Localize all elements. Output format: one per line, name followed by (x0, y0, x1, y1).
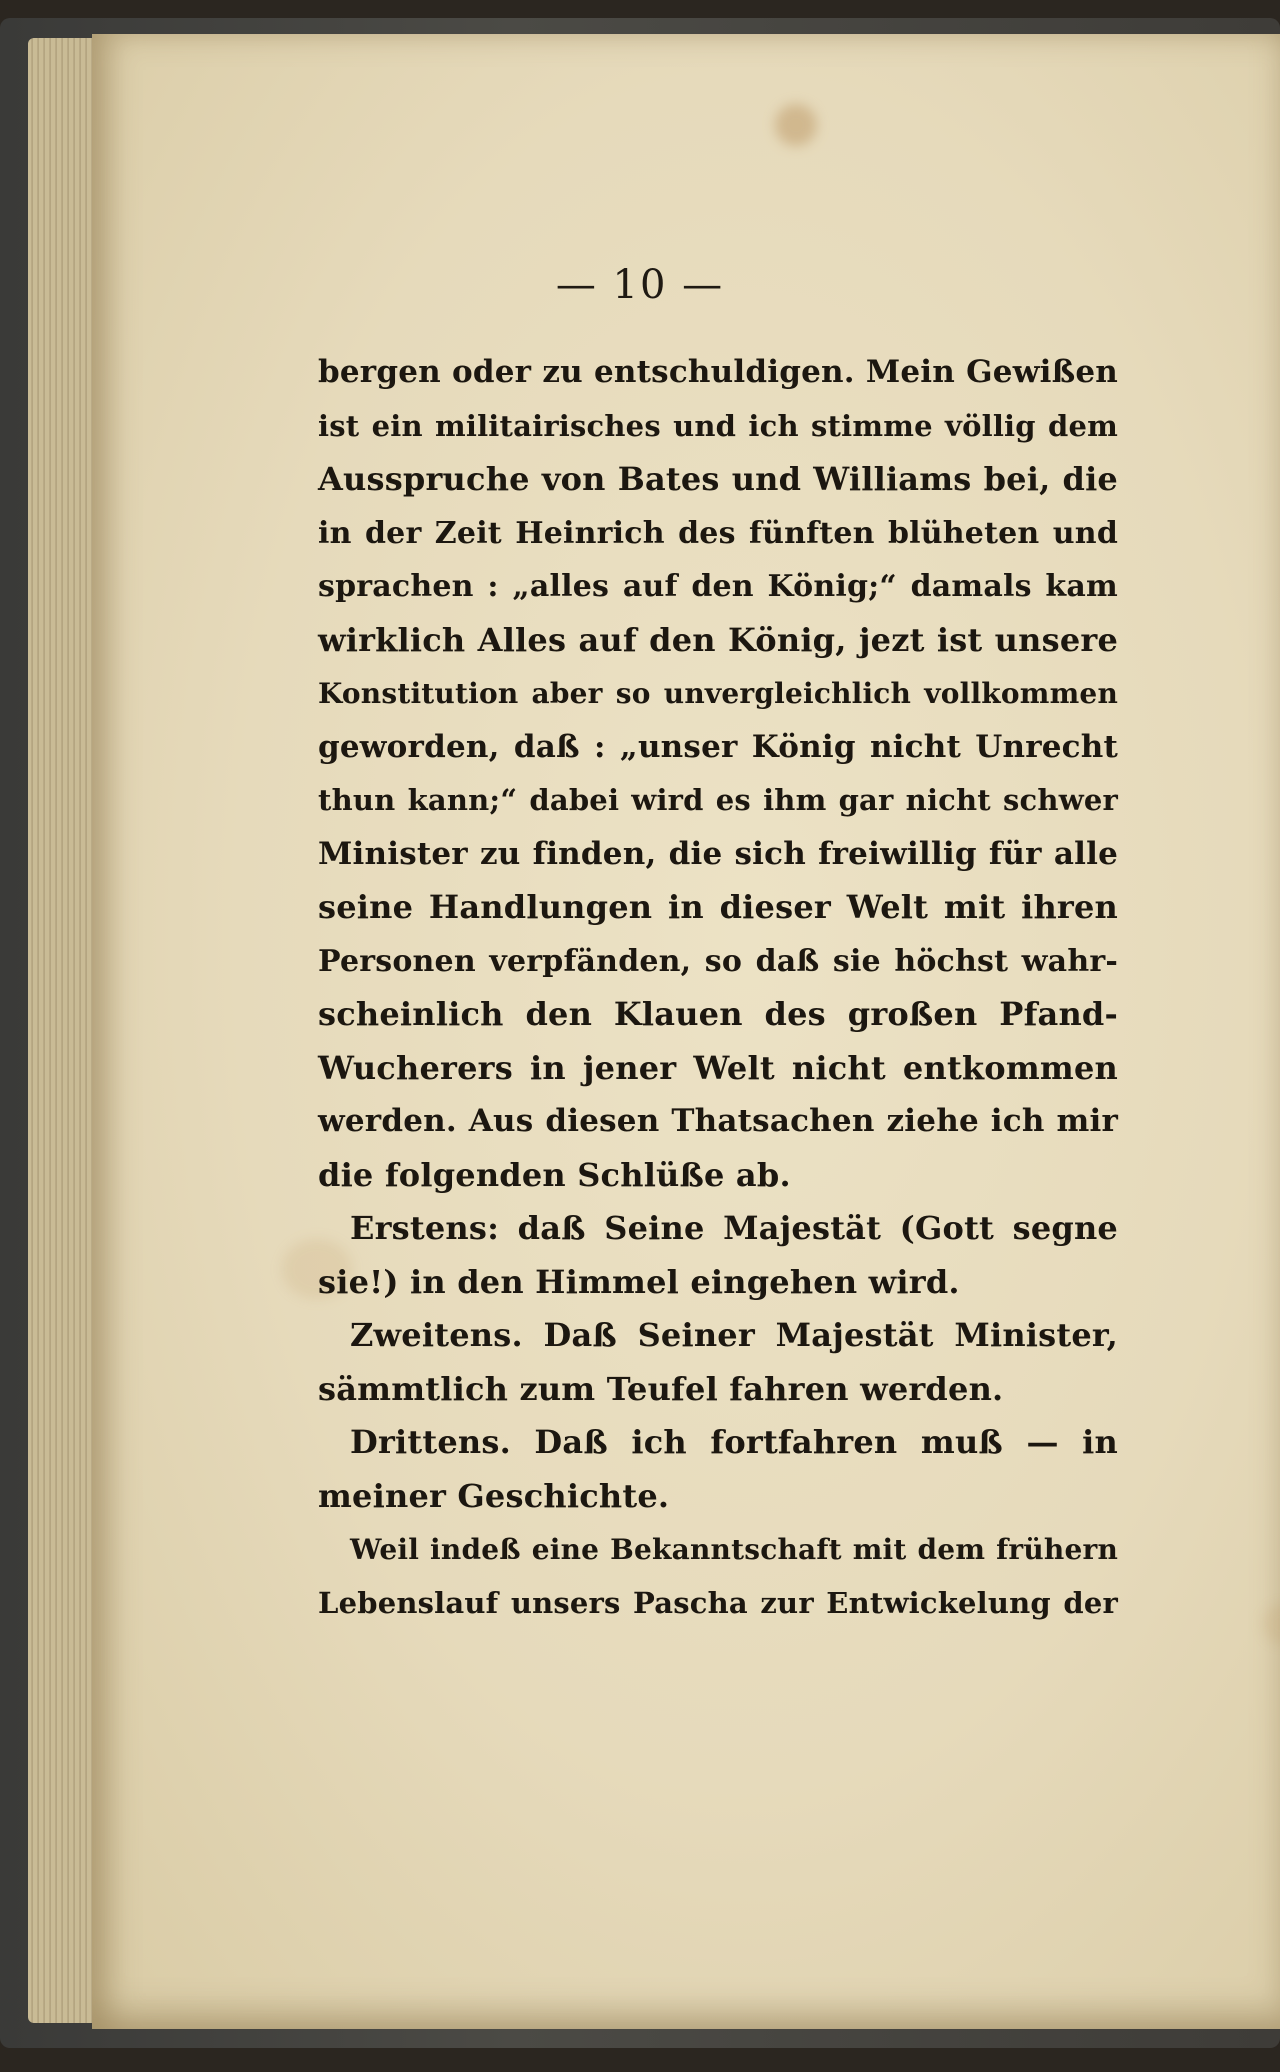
text-line: sprachen : „alles auf den König;“ damals kam (318, 569, 1118, 604)
text-line: Weil indeß eine Bekanntschaft mit dem frühern (350, 1533, 1118, 1566)
text-line: Drittens. Daß ich fortfahren muß — in (350, 1423, 1118, 1461)
text-line: Erstens: daß Seine Majestät (Gott segne (350, 1209, 1118, 1247)
text-line: Ausspruche von Bates und Williams bei, die (318, 460, 1118, 498)
text-line: werden. Aus diesen Thatsachen ziehe ich mir (318, 1103, 1118, 1139)
text-line: thun kann;“ dabei wird es ihm gar nicht schwer (318, 783, 1118, 817)
text-line: bergen oder zu entschuldigen. Mein Gewißen (318, 354, 1118, 390)
text-line: seine Handlungen in dieser Welt mit ihren (318, 888, 1118, 926)
text-line: Minister zu finden, die sich freiwillig für alle (318, 835, 1118, 872)
text-line: Zweitens. Daß Seiner Majestät Minister, (350, 1316, 1118, 1354)
body-text (318, 346, 1118, 1630)
text-line: geworden, daß : „unser König nicht Unrecht (318, 728, 1118, 765)
text-line: wirklich Alles auf den König, jezt ist unsere (318, 620, 1118, 659)
text-line: die folgenden Schlüße ab. (318, 1155, 791, 1194)
text-line: ist ein militairisches und ich stimme völlig dem (318, 408, 1118, 443)
text-line: in der Zeit Heinrich des fünften blüheten und (318, 515, 1118, 551)
text-line: scheinlich den Klauen des großen Pfand- (318, 995, 1118, 1033)
foxing-stain (1262, 1604, 1280, 1644)
text-line: Wucherers in jener Welt nicht entkommen (318, 1048, 1118, 1087)
text-line: Personen verpfänden, so daß sie höchst wahr- (318, 943, 1118, 979)
foxing-stain (775, 104, 817, 146)
page-number: — 10 — (555, 262, 725, 308)
text-line: Konstitution aber so unvergleichlich vollkommen (318, 677, 1118, 710)
text-line: meiner Geschichte. (318, 1476, 670, 1515)
text-line: Lebenslauf unsers Pascha zur Entwickelung der (318, 1585, 1118, 1620)
text-line: sie!) in den Himmel eingehen wird. (318, 1262, 960, 1301)
text-line: sämmtlich zum Teufel fahren werden. (318, 1369, 1004, 1408)
